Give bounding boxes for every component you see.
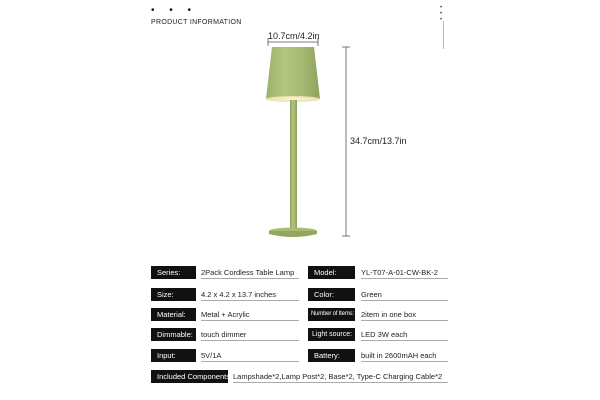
spec-row-size — [151, 288, 301, 301]
spec-value: Green — [361, 288, 448, 301]
header-dots: • • • — [151, 5, 198, 16]
spec-key: Model: — [308, 266, 355, 279]
lampshade — [266, 47, 320, 99]
spec-row-series — [151, 266, 301, 279]
spec-value: 4.2 x 4.2 x 13.7 inches — [201, 288, 299, 301]
spec-key: Battery: — [308, 349, 355, 362]
spec-row-dimmable — [151, 328, 301, 341]
spec-value: touch dimmer — [201, 328, 299, 341]
spec-value: Metal + Acrylic — [201, 308, 299, 321]
spec-row-number-of-items — [308, 308, 448, 321]
spec-row-model — [308, 266, 448, 279]
spec-key: Dimmable: — [151, 328, 196, 341]
spec-value: 5V/1A — [201, 349, 299, 362]
spec-key: Included Components: — [151, 370, 228, 383]
spec-row-light-source — [308, 328, 448, 341]
spec-value: built in 2600mAH each — [361, 349, 448, 362]
height-dimension-line — [342, 47, 350, 236]
lamp-base — [269, 231, 317, 237]
corner-dots: • • • — [440, 5, 444, 23]
spec-key: Material: — [151, 308, 196, 321]
spec-value: 2item in one box — [361, 308, 448, 321]
spec-value: LED 3W each — [361, 328, 448, 341]
spec-row-color — [308, 288, 448, 301]
lamp-post — [290, 100, 297, 230]
spec-value: YL-T07-A-01-CW-BK-2 — [361, 266, 448, 279]
spec-row-battery — [308, 349, 448, 362]
spec-value: 2Pack Cordless Table Lamp — [201, 266, 299, 279]
spec-row-material — [151, 308, 301, 321]
spec-key: Size: — [151, 288, 196, 301]
width-label: 10.7cm/4.2in — [268, 31, 320, 41]
spec-row-input — [151, 349, 301, 362]
spec-row-included-components — [151, 370, 448, 383]
spec-key: Color: — [308, 288, 355, 301]
spec-key: Series: — [151, 266, 196, 279]
spec-key: Number of Items: — [308, 308, 355, 321]
spec-key: Input: — [151, 349, 196, 362]
spec-key: Light source: — [308, 328, 355, 341]
page-title: PRODUCT INFORMATION — [151, 19, 242, 26]
height-label: 34.7cm/13.7in — [350, 136, 407, 146]
spec-value: Lampshade*2,Lamp Post*2, Base*2, Type-C Charging Cable*2 — [233, 370, 448, 383]
